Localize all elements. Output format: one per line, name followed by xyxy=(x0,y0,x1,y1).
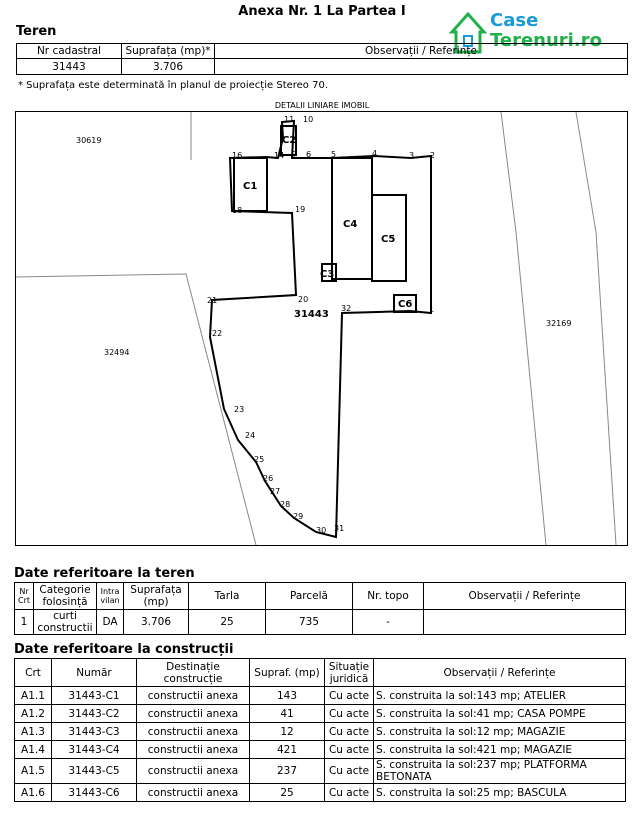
point-18: 18 xyxy=(232,206,243,215)
cell-observatii xyxy=(215,59,628,75)
cell-observatii: S. construita la sol:25 mp; BASCULA xyxy=(374,784,626,802)
point-11: 11 xyxy=(284,115,295,124)
cell-destinatie: constructii anexa xyxy=(137,784,250,802)
point-3: 3 xyxy=(409,151,415,160)
point-6: 6 xyxy=(306,150,312,159)
cell-intravilan: DA xyxy=(97,610,124,635)
th-observatii: Observații / Referințe xyxy=(374,659,626,687)
point-24: 24 xyxy=(245,431,256,440)
label-parcel: 31443 xyxy=(294,309,329,320)
cell-destinatie: constructii anexa xyxy=(137,705,250,723)
cell-supraf: 25 xyxy=(250,784,325,802)
label-neighbor-30619: 30619 xyxy=(76,136,102,145)
cell-nr-crt: 1 xyxy=(15,610,34,635)
cell-numar: 31443-C2 xyxy=(52,705,137,723)
point-28: 28 xyxy=(280,500,291,509)
cell-destinatie: constructii anexa xyxy=(137,687,250,705)
th-nr-crt: Nr Crt xyxy=(15,583,34,610)
th-crt: Crt xyxy=(15,659,52,687)
th-numar: Număr xyxy=(52,659,137,687)
point-26: 26 xyxy=(263,474,274,483)
cell-numar: 31443-C5 xyxy=(52,759,137,784)
label-c4: C4 xyxy=(343,219,358,230)
th-categorie: Categorie folosință xyxy=(34,583,97,610)
th-intravilan: Intra vilan xyxy=(97,583,124,610)
cell-destinatie: constructii anexa xyxy=(137,723,250,741)
cell-crt: A1.6 xyxy=(15,784,52,802)
page-title: Anexa Nr. 1 La Partea I xyxy=(238,4,406,19)
table-row xyxy=(15,723,626,741)
cell-categorie: curti constructii xyxy=(34,610,97,635)
point-14: 14 xyxy=(274,151,285,160)
cell-suprafata: 3.706 xyxy=(124,610,189,635)
cell-observatii: S. construita la sol:421 mp; MAGAZIE xyxy=(374,741,626,759)
point-27: 27 xyxy=(270,487,281,496)
cell-numar: 31443-C1 xyxy=(52,687,137,705)
cell-crt: A1.3 xyxy=(15,723,52,741)
label-c6: C6 xyxy=(398,299,413,310)
point-16: 16 xyxy=(232,151,243,160)
th-destinatie: Destinație construcție xyxy=(137,659,250,687)
cell-situatie: Cu acte xyxy=(325,784,374,802)
point-25: 25 xyxy=(254,455,265,464)
logo-text-1: Case xyxy=(490,10,539,31)
th-suprafata: Suprafața (mp) xyxy=(124,583,189,610)
table-row xyxy=(15,705,626,723)
teren-table xyxy=(16,43,628,75)
cell-supraf: 143 xyxy=(250,687,325,705)
point-labels xyxy=(207,115,435,535)
teren-note: * Suprafața este determinată în planul de proiecție Stereo 70. xyxy=(18,80,329,91)
th-observatii: Observații / Referințe xyxy=(424,583,626,610)
cell-situatie: Cu acte xyxy=(325,741,374,759)
cell-observatii xyxy=(424,610,626,635)
point-19: 19 xyxy=(295,205,306,214)
cell-situatie: Cu acte xyxy=(325,723,374,741)
point-21: 21 xyxy=(207,296,218,305)
teren-heading: Teren xyxy=(16,24,57,39)
point-7: 7 xyxy=(292,150,298,159)
th-nr-cadastral: Nr cadastral xyxy=(17,44,122,59)
th-situatie: Situație juridică xyxy=(325,659,374,687)
cell-crt: A1.1 xyxy=(15,687,52,705)
label-neighbor-32494: 32494 xyxy=(104,348,130,357)
th-tarla: Tarla xyxy=(189,583,266,610)
date-constructii-heading: Date referitoare la construcții xyxy=(14,642,234,657)
table-row xyxy=(15,784,626,802)
point-20: 20 xyxy=(298,295,309,304)
label-c1: C1 xyxy=(243,181,258,192)
th-nr-topo: Nr. topo xyxy=(353,583,424,610)
th-suprafata: Suprafața (mp)* xyxy=(122,44,215,59)
cell-situatie: Cu acte xyxy=(325,759,374,784)
neighbor-boundary-32494 xyxy=(16,274,256,545)
cell-numar: 31443-C4 xyxy=(52,741,137,759)
cell-supraf: 237 xyxy=(250,759,325,784)
cell-observatii: S. construita la sol:41 mp; CASA POMPE xyxy=(374,705,626,723)
point-10: 10 xyxy=(303,115,314,124)
date-teren-heading: Date referitoare la teren xyxy=(14,566,195,581)
constructii-table xyxy=(14,658,626,802)
cell-numar: 31443-C6 xyxy=(52,784,137,802)
cell-destinatie: constructii anexa xyxy=(137,741,250,759)
table-row xyxy=(15,687,626,705)
table-row xyxy=(15,741,626,759)
date-teren-table xyxy=(14,582,626,635)
label-neighbor-32169: 32169 xyxy=(546,319,572,328)
cell-supraf: 12 xyxy=(250,723,325,741)
label-c5: C5 xyxy=(381,234,396,245)
neighbor-boundary-32169-a xyxy=(501,112,546,545)
point-32: 32 xyxy=(341,304,352,313)
cell-crt: A1.4 xyxy=(15,741,52,759)
plan-caption: DETALII LINIARE IMOBIL xyxy=(274,101,370,110)
site-plan xyxy=(15,111,628,546)
point-22: 22 xyxy=(212,329,223,338)
th-parcela: Parcelă xyxy=(266,583,353,610)
cell-observatii: S. construita la sol:237 mp; PLATFORMA BETONATA xyxy=(374,759,626,784)
cell-situatie: Cu acte xyxy=(325,705,374,723)
cell-nr-cadastral: 31443 xyxy=(17,59,122,75)
cell-situatie: Cu acte xyxy=(325,687,374,705)
point-1: 1 xyxy=(429,305,435,314)
point-4: 4 xyxy=(372,149,378,158)
cell-supraf: 421 xyxy=(250,741,325,759)
cell-observatii: S. construita la sol:143 mp; ATELIER xyxy=(374,687,626,705)
point-31: 31 xyxy=(334,524,345,533)
cell-crt: A1.5 xyxy=(15,759,52,784)
cell-crt: A1.2 xyxy=(15,705,52,723)
label-c3: C3 xyxy=(320,269,335,280)
table-row xyxy=(15,759,626,784)
cell-supraf: 41 xyxy=(250,705,325,723)
site-plan-drawing xyxy=(16,112,627,545)
point-2: 2 xyxy=(430,151,436,160)
cell-parcela: 735 xyxy=(266,610,353,635)
logo-text-2: Terenuri.ro xyxy=(490,30,602,51)
point-29: 29 xyxy=(293,512,304,521)
cell-numar: 31443-C3 xyxy=(52,723,137,741)
cell-tarla: 25 xyxy=(189,610,266,635)
cell-destinatie: constructii anexa xyxy=(137,759,250,784)
th-supraf: Supraf. (mp) xyxy=(250,659,325,687)
point-30: 30 xyxy=(316,526,327,535)
neighbor-boundary-32169-b xyxy=(576,112,616,545)
th-observatii: Observații / Referințe xyxy=(215,44,628,59)
cell-suprafata: 3.706 xyxy=(122,59,215,75)
point-5: 5 xyxy=(331,150,337,159)
cell-observatii: S. construita la sol:12 mp; MAGAZIE xyxy=(374,723,626,741)
point-23: 23 xyxy=(234,405,245,414)
label-c2: C2 xyxy=(282,135,297,146)
cell-nr-topo: - xyxy=(353,610,424,635)
